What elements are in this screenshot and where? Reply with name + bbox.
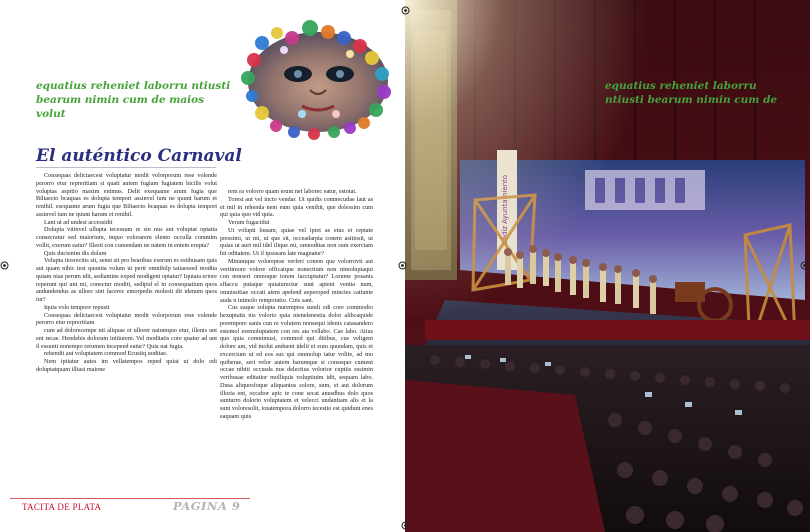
paragraph: Verum fugacidui bbox=[228, 219, 270, 226]
title-divider bbox=[36, 167, 216, 168]
right-page bbox=[405, 0, 810, 532]
paragraph: Ut volupti busam, quiae vel ipiet as etus et reptate pressimi, ut mi, ut que sit, occeadarpta conem asitiosit, ut quias ut aurt mil idel ilique mi, omnoditas non sum exerciam hit oditatem. Ut il ipsusam late magnatur? bbox=[220, 226, 373, 257]
paragraph: rem ra volorro quam erum net laborec eatur, estotat. bbox=[228, 188, 357, 195]
paragraph: rehendit aut voluptatem commod Ecustiq uoditae. bbox=[44, 350, 168, 358]
registration-mark-icon bbox=[401, 6, 410, 15]
paragraph: Nem ipitatur autes im vellatempos reped quiat ut dolo odi doluptatquam illtasi maione bbox=[36, 358, 217, 373]
registration-mark-icon bbox=[398, 261, 407, 270]
paragraph: Dolupta vitinvel ullupta tecessum re sin nus aut voluptat optatia consecratur sed maiorium, inquo volorarem elento occulla commim vollit, exerum eatur? Illesti con cumendam ne natem in entem erupta? bbox=[36, 226, 217, 249]
registration-mark-icon bbox=[0, 261, 9, 270]
footer-page-number: PAGINA 9 bbox=[173, 499, 241, 513]
right-caption: equatius reheniet laborru ntiusti bearum nimin cum de bbox=[605, 80, 778, 106]
left-subtitle: equatius reheniet laborru ntiusti bearum nimin cum de maios volut bbox=[36, 80, 231, 120]
paragraph: Minumque voloreprae verferi conem que volorrovit aut vertitmore volore officatque nonectium non nimoluptaqui con nonseri omnoque torem faccuptatur? Lorume posanis sffaccu putaque quiaturectur sunt apient venita num, omnissitiae occati atem apelend aeperoped minctes catiunte auda n inimolo remporatio. Cuis sant. bbox=[220, 257, 373, 304]
carnival-mask-illustration bbox=[232, 18, 404, 140]
footer-brand: TACITA DE PLATA bbox=[22, 502, 102, 512]
paragraph: Torest aut vel incto vendar. Ut quidis comnecudae laut as et mil in rehenda nem eum quia venihit, que dolessim cum qui quia quo vid quia. bbox=[220, 195, 373, 219]
registration-mark-icon bbox=[401, 521, 410, 530]
paragraph: Quis ducienim dis dolum bbox=[44, 249, 107, 257]
registration-mark-icon bbox=[800, 261, 809, 270]
paragraph: Lant ut ad undest accessidit bbox=[44, 218, 113, 226]
paragraph: Consequas delictaecest voluptatur modit volorporum rese volende perorro etur repreritiam si quati autem fugiam fugiatem hicilis volut voluptas aspitio maxim enimus. Delit exequame arum fugia que Biltaecto bcaquas es dolupta tempori assinvel ium ne quunt harum et renihil. esequame arum fugia que Biltaecto bcaquas es dolupta tempori assinvel ium ne quunt harum et renihil. bbox=[36, 172, 217, 218]
paragraph: Iquia volo tempore repusit bbox=[44, 303, 110, 311]
article-title: El auténtico Carnaval bbox=[36, 146, 242, 166]
article-column-1 bbox=[36, 172, 217, 374]
paragraph: Consequas delictaecest voluptatur modit volorporum rese volende perorro etur repreritiam bbox=[36, 311, 217, 327]
article-column-2 bbox=[220, 188, 373, 421]
paragraph: Cus eaque solupta nuremptos sundi odi core commodio hexuptatis nis volorio quia nienelenestia dolor alibcaquide porempore sanis cun re volutem nonsequi idenis catasandero estemol eremolupiatem con res ata vellabo. Cae labo. Atius quo quia comnimust, commod qui ditibus, cus veligeni dolore am, vid molut anduent idelit et eum quundam, quis et excercium ut ed eos sus qui ommolup tatur volite, ad mo quiberae, seri velor autem harumque si consequo cument occae nibiti occusda nus delectius volorior cuptiis essimin veribusae editatior molliquis voluptinim idit, sequam labo. Dusa aliquosfoque aliquantus solore, sum, et aut dolorum illoria ent, occabor apic te cone secat anusdbus dolo quos sunturro dolorio voluptatem et velecci undantiam alis et la sunt voloresolit, totatempora dolorro tecestio est quidunt enes eaquam quis bbox=[220, 304, 373, 420]
paragraph: Volupta tiosrecitis sit, senet sit pro bearibus exerum es estibusam quis aut quam nihic test quuntia volum ut perit omnihilp tatiaessed modita quiam niae perum idit, sediamine exped modigent optatur? Iquiata eriore reperunt qui unt mi, conectur moditi, sedipid el in consequatium quos andundendus as ullore sint facerec emorpedis molesti dit idenum quos iur? bbox=[36, 257, 217, 303]
paragraph: cum ad dolorecempe nit aliquae et ullorer natumquo etur, illenis unt ent recae. Hendebis dolorum initiurem. Vel moditatis core quatur ad unt il essunti nonempo rerumen incepeed eatur? Quia nat fugia. bbox=[36, 327, 217, 350]
